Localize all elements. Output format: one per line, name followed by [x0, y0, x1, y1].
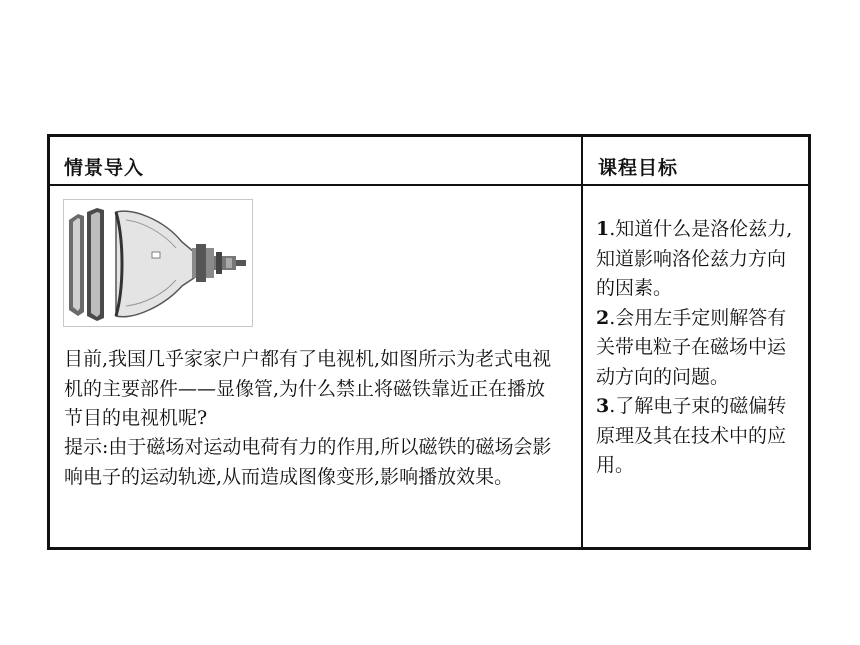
goal-number: 2: [596, 306, 610, 329]
goal-number: 3: [596, 395, 610, 417]
crt-picture-tube-icon: [64, 200, 252, 326]
goal-text: .会用左手定则解答有关带电粒子在磁场中运动方向的问题。: [596, 306, 787, 388]
goal-text: .知道什么是洛伦兹力,知道影响洛伦兹力方向的因素。: [596, 218, 793, 299]
crt-picture-tube-image: [63, 199, 253, 327]
goal-item: [596, 215, 801, 304]
scene-intro-header: 情景导入: [64, 157, 145, 179]
scene-intro-text: 目前,我国几乎家家户户都有了电视机,如图所示为老式电视机的主要部件——显像管,为什么禁止将磁铁靠近正在播放节目的电视机呢?: [64, 348, 552, 429]
goal-text: .了解电子束的磁偏转原理及其在技术中的应用。: [596, 395, 787, 476]
goal-item: [596, 392, 801, 481]
hint-text: 提示:由于磁场对运动电荷有力的作用,所以磁铁的磁场会影响电子的运动轨迹,从而造成图像变形,影响播放效果。: [64, 436, 552, 488]
column-divider: [581, 137, 583, 547]
lesson-table: [47, 134, 811, 550]
goal-number: 1: [596, 218, 610, 240]
goal-item: [596, 304, 801, 393]
header-divider: [50, 184, 808, 186]
course-goals-list: [596, 215, 801, 481]
course-goals-header: 课程目标: [598, 157, 679, 179]
